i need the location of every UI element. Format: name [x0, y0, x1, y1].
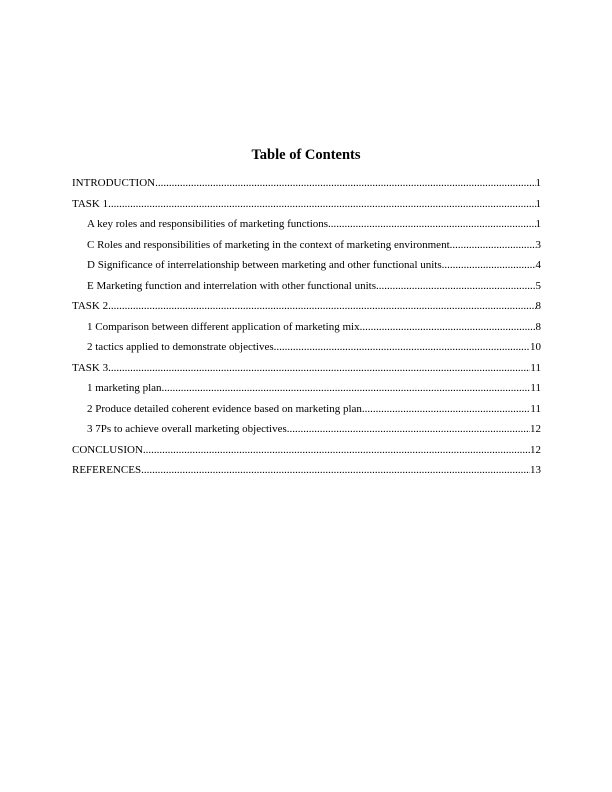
- toc-entry-label: TASK 3: [72, 361, 109, 374]
- toc-entry-task-3[interactable]: [72, 361, 541, 382]
- toc-entry-task-2-2[interactable]: [72, 340, 541, 361]
- toc-page-number: 1: [535, 218, 541, 230]
- toc-page-number: 11: [530, 361, 541, 374]
- toc-entry-task-3-3[interactable]: [72, 422, 541, 443]
- toc-entry-label: INTRODUCTION: [72, 177, 156, 189]
- toc-page-number: 1: [535, 177, 541, 189]
- toc-dot-leader: [450, 238, 536, 252]
- toc-dot-leader: [141, 463, 530, 477]
- toc-entry-task-1-d[interactable]: [72, 258, 541, 279]
- toc-entry-label: D Significance of interrelationship between marketing and other functional units: [87, 259, 442, 271]
- toc-entry-label: 2 tactics applied to demonstrate objectives: [87, 341, 274, 353]
- toc-entry-label: 1 Comparison between different application of marketing mix: [87, 320, 360, 333]
- toc-dot-leader: [274, 340, 530, 354]
- toc-dot-leader: [108, 361, 530, 375]
- toc-dot-leader: [155, 176, 535, 190]
- toc-entry-label: C Roles and responsibilities of marketing in the context of marketing environment: [87, 238, 450, 251]
- toc-entry-references[interactable]: [72, 463, 541, 484]
- toc-page-number: 13: [530, 464, 541, 476]
- toc-entry-task-2-1[interactable]: [72, 320, 541, 341]
- toc-dot-leader: [362, 402, 531, 416]
- toc-entry-task-3-1[interactable]: [72, 381, 541, 402]
- toc-entry-label: REFERENCES: [72, 464, 142, 476]
- toc-dot-leader: [287, 422, 530, 436]
- toc-dot-leader: [108, 197, 535, 211]
- toc-entry-label: E Marketing function and interrelation with other functional units: [87, 279, 376, 292]
- toc-entry-task-3-2[interactable]: [72, 402, 541, 423]
- toc-dot-leader: [328, 217, 535, 231]
- toc-list: [72, 176, 541, 484]
- toc-page-number: 1: [535, 197, 541, 210]
- toc-page-number: 8: [535, 300, 541, 312]
- toc-entry-label: CONCLUSION: [72, 443, 143, 456]
- toc-page-number: 3: [535, 238, 541, 251]
- toc-entry-task-1[interactable]: [72, 197, 541, 218]
- toc-dot-leader: [162, 381, 531, 395]
- toc-entry-task-2[interactable]: [72, 299, 541, 320]
- toc-entry-label: TASK 1: [72, 197, 109, 210]
- toc-page-number: 10: [530, 341, 541, 353]
- toc-dot-leader: [442, 258, 536, 272]
- toc-title: Table of Contents: [251, 147, 361, 163]
- toc-entry-label: 1 marketing plan: [87, 382, 162, 394]
- toc-page-number: 4: [535, 259, 541, 271]
- toc-page-number: 8: [535, 320, 541, 333]
- toc-entry-conclusion[interactable]: [72, 443, 541, 464]
- toc-entry-task-1-a[interactable]: [72, 217, 541, 238]
- toc-page-number: 11: [530, 402, 541, 415]
- toc-entry-label: A key roles and responsibilities of marketing functions: [87, 218, 329, 230]
- toc-entry-label: TASK 2: [72, 300, 109, 312]
- toc-page-number: 12: [530, 443, 541, 456]
- toc-entry-label: 3 7Ps to achieve overall marketing objectives: [87, 423, 287, 435]
- toc-entry-task-1-c[interactable]: [72, 238, 541, 259]
- toc-entry-introduction[interactable]: [72, 176, 541, 197]
- toc-dot-leader: [108, 299, 535, 313]
- toc-dot-leader: [360, 320, 536, 334]
- toc-page-number: 12: [530, 423, 541, 435]
- toc-page-number: 5: [535, 279, 541, 292]
- toc-entry-label: 2 Produce detailed coherent evidence based on marketing plan: [87, 402, 362, 415]
- toc-dot-leader: [143, 443, 530, 457]
- toc-entry-task-1-e[interactable]: [72, 279, 541, 300]
- toc-page-number: 11: [530, 382, 541, 394]
- toc-dot-leader: [376, 279, 536, 293]
